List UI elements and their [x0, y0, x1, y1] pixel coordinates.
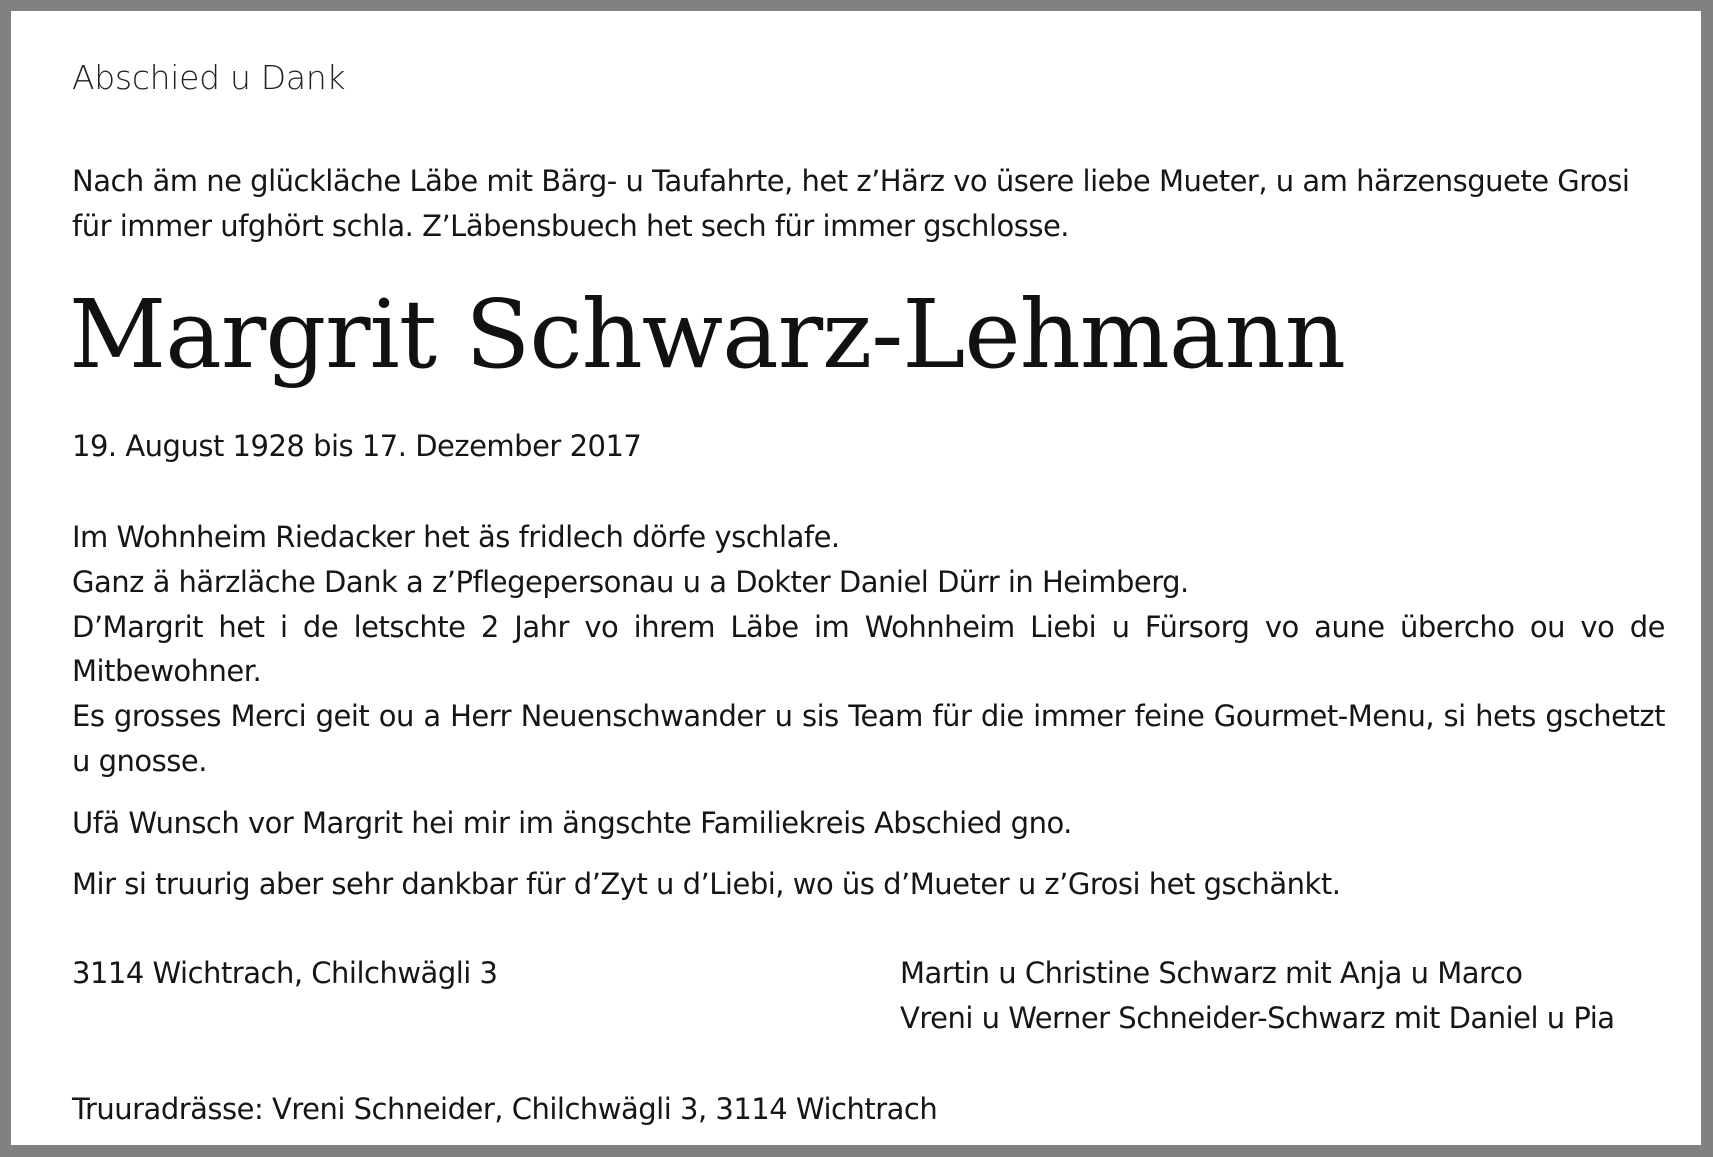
body-line: Im Wohnheim Riedacker het äs fridlech dörfe yschlafe.: [72, 520, 840, 554]
body-line: Es grosses Merci geit ou a Herr Neuenschwander u sis Team für die immer feine Gourmet-Menu, si hets gschetzt u gnosse.: [72, 699, 1665, 778]
signer-line: Vreni u Werner Schneider-Schwarz mit Daniel u Pia: [900, 1000, 1615, 1035]
intro-paragraph: Nach äm ne glückläche Läbe mit Bärg- u Taufahrte, het z’Härz vo üsere liebe Mueter, u am härzensguete Grosi für immer ufghört schla. Z’Läbensbuech het sech für immer gschlosse.: [72, 164, 1630, 243]
notice-heading: Abschied u Dank: [72, 58, 346, 97]
thanks-text: Mir si truurig aber sehr dankbar für d’Zyt u d’Liebi, wo üs d’Mueter u z’Grosi het gschänkt.: [72, 867, 1341, 901]
signer-line: Martin u Christine Schwarz mit Anja u Marco: [900, 956, 1523, 990]
signers-block: [900, 951, 1615, 1040]
body-line: Ganz ä härzläche Dank a z’Pflegepersonau u a Dokter Daniel Dürr in Heimberg.: [72, 564, 1189, 599]
wish-text: Ufä Wunsch vor Margrit hei mir im ängschte Familiekreis Abschied gno.: [72, 806, 1072, 840]
mourning-address: Truuradrässe: Vreni Schneider, Chilchwägli 3, 3114 Wichtrach: [72, 1092, 938, 1126]
body-text: [72, 515, 1665, 784]
body-line: D’Margrit het i de letschte 2 Jahr vo ihrem Läbe im Wohnheim Liebi u Fürsorg vo aune übercho ou vo de Mitbewohner.: [72, 609, 1665, 689]
family-address: 3114 Wichtrach, Chilchwägli 3: [72, 956, 498, 990]
life-dates: 19. August 1928 bis 17. Dezember 2017: [72, 429, 642, 463]
deceased-name: Margrit Schwarz-Lehmann: [69, 280, 1345, 390]
